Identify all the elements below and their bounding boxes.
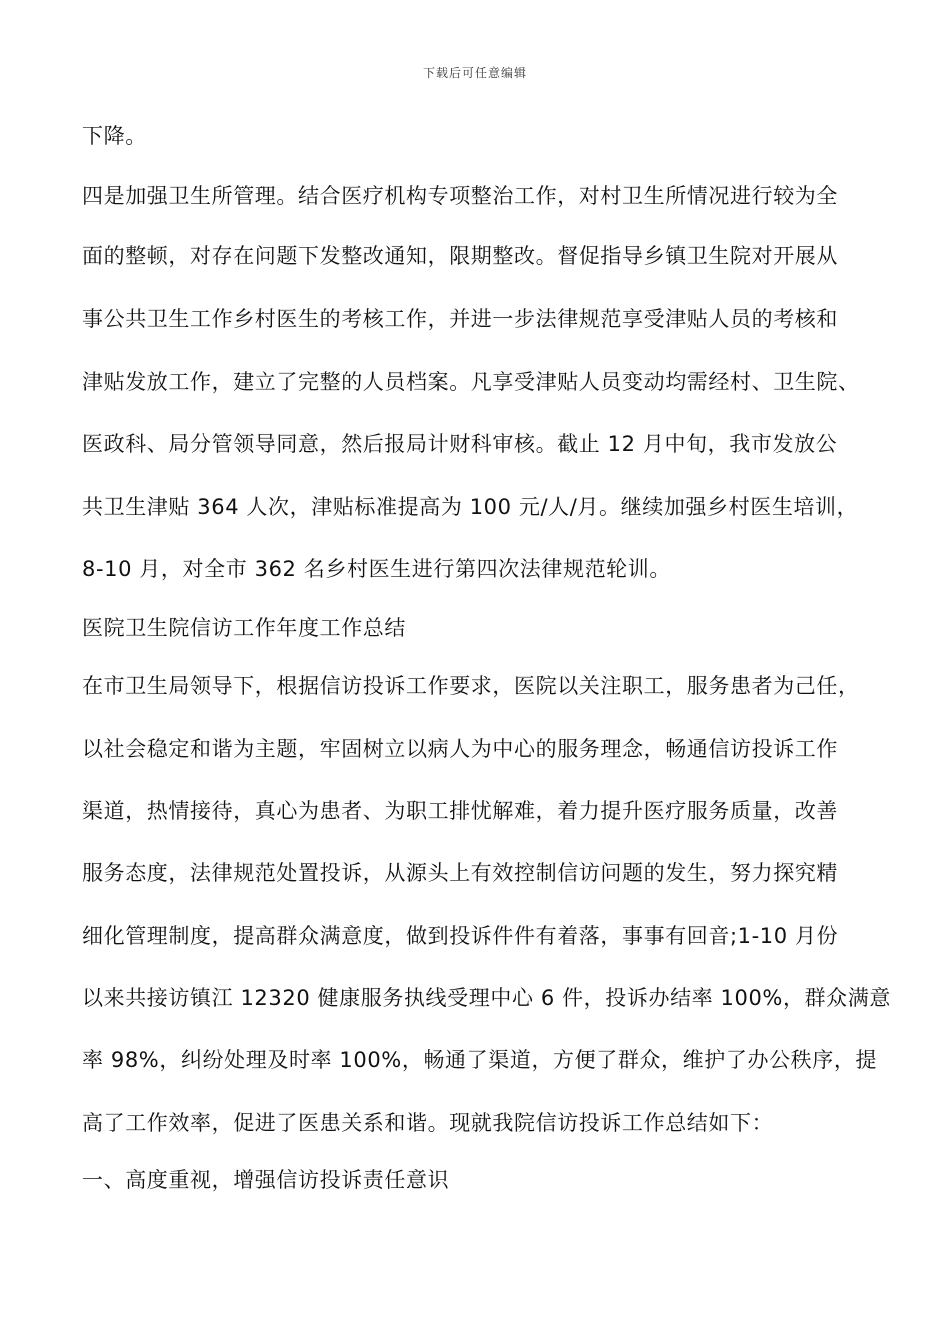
- paragraph-line: 在市卫生局领导下，根据信访投诉工作要求，医院以关注职工，服务患者为己任，: [82, 674, 860, 698]
- paragraph-line: 细化管理制度，提高群众满意度，做到投诉件件有着落，事事有回音;1-10 月份: [82, 924, 839, 948]
- paragraph-line: 共卫生津贴 364 人次，津贴标准提高为 100 元/人/月。继续加强乡村医生培训，: [82, 495, 859, 519]
- paragraph-line: 高了工作效率，促进了医患关系和谐。现就我院信访投诉工作总结如下：: [82, 1111, 774, 1135]
- paragraph-line: 事公共卫生工作乡村医生的考核工作，并进一步法律规范享受津贴人员的考核和: [82, 307, 838, 331]
- paragraph-line: 8-10 月，对全市 362 名乡村医生进行第四次法律规范轮训。: [82, 557, 671, 581]
- paragraph-line: 渠道，热情接待，真心为患者、为职工排忧解难，着力提升医疗服务质量，改善: [82, 799, 838, 823]
- paragraph-line: 面的整顿，对存在问题下发整改通知，限期整改。督促指导乡镇卫生院对开展从: [82, 244, 838, 268]
- paragraph-line: 医政科、局分管领导同意，然后报局计财科审核。截止 12 月中旬，我市发放公: [82, 432, 838, 456]
- paragraph-line: 下降。: [82, 124, 147, 148]
- section-heading: 一、高度重视，增强信访投诉责任意识: [82, 1168, 450, 1192]
- page-header: 下载后可任意编辑: [422, 66, 527, 80]
- paragraph-line: 以社会稳定和谐为主题，牢固树立以病人为中心的服务理念，畅通信访投诉工作: [82, 737, 838, 761]
- paragraph-line: 服务态度，法律规范处置投诉，从源头上有效控制信访问题的发生，努力探究精: [82, 861, 838, 885]
- paragraph-line: 四是加强卫生所管理。结合医疗机构专项整治工作，对村卫生所情况进行较为全: [82, 184, 838, 208]
- paragraph-line: 以来共接访镇江 12320 健康服务执线受理中心 6 件，投诉办结率 100%，群众满意: [82, 986, 891, 1010]
- paragraph-line: 率 98%，纠纷处理及时率 100%，畅通了渠道，方便了群众，维护了办公秩序，提: [82, 1048, 878, 1072]
- paragraph-line: 津贴发放工作，建立了完整的人员档案。凡享受津贴人员变动均需经村、卫生院、: [82, 370, 860, 394]
- section-title: 医院卫生院信访工作年度工作总结: [82, 616, 406, 640]
